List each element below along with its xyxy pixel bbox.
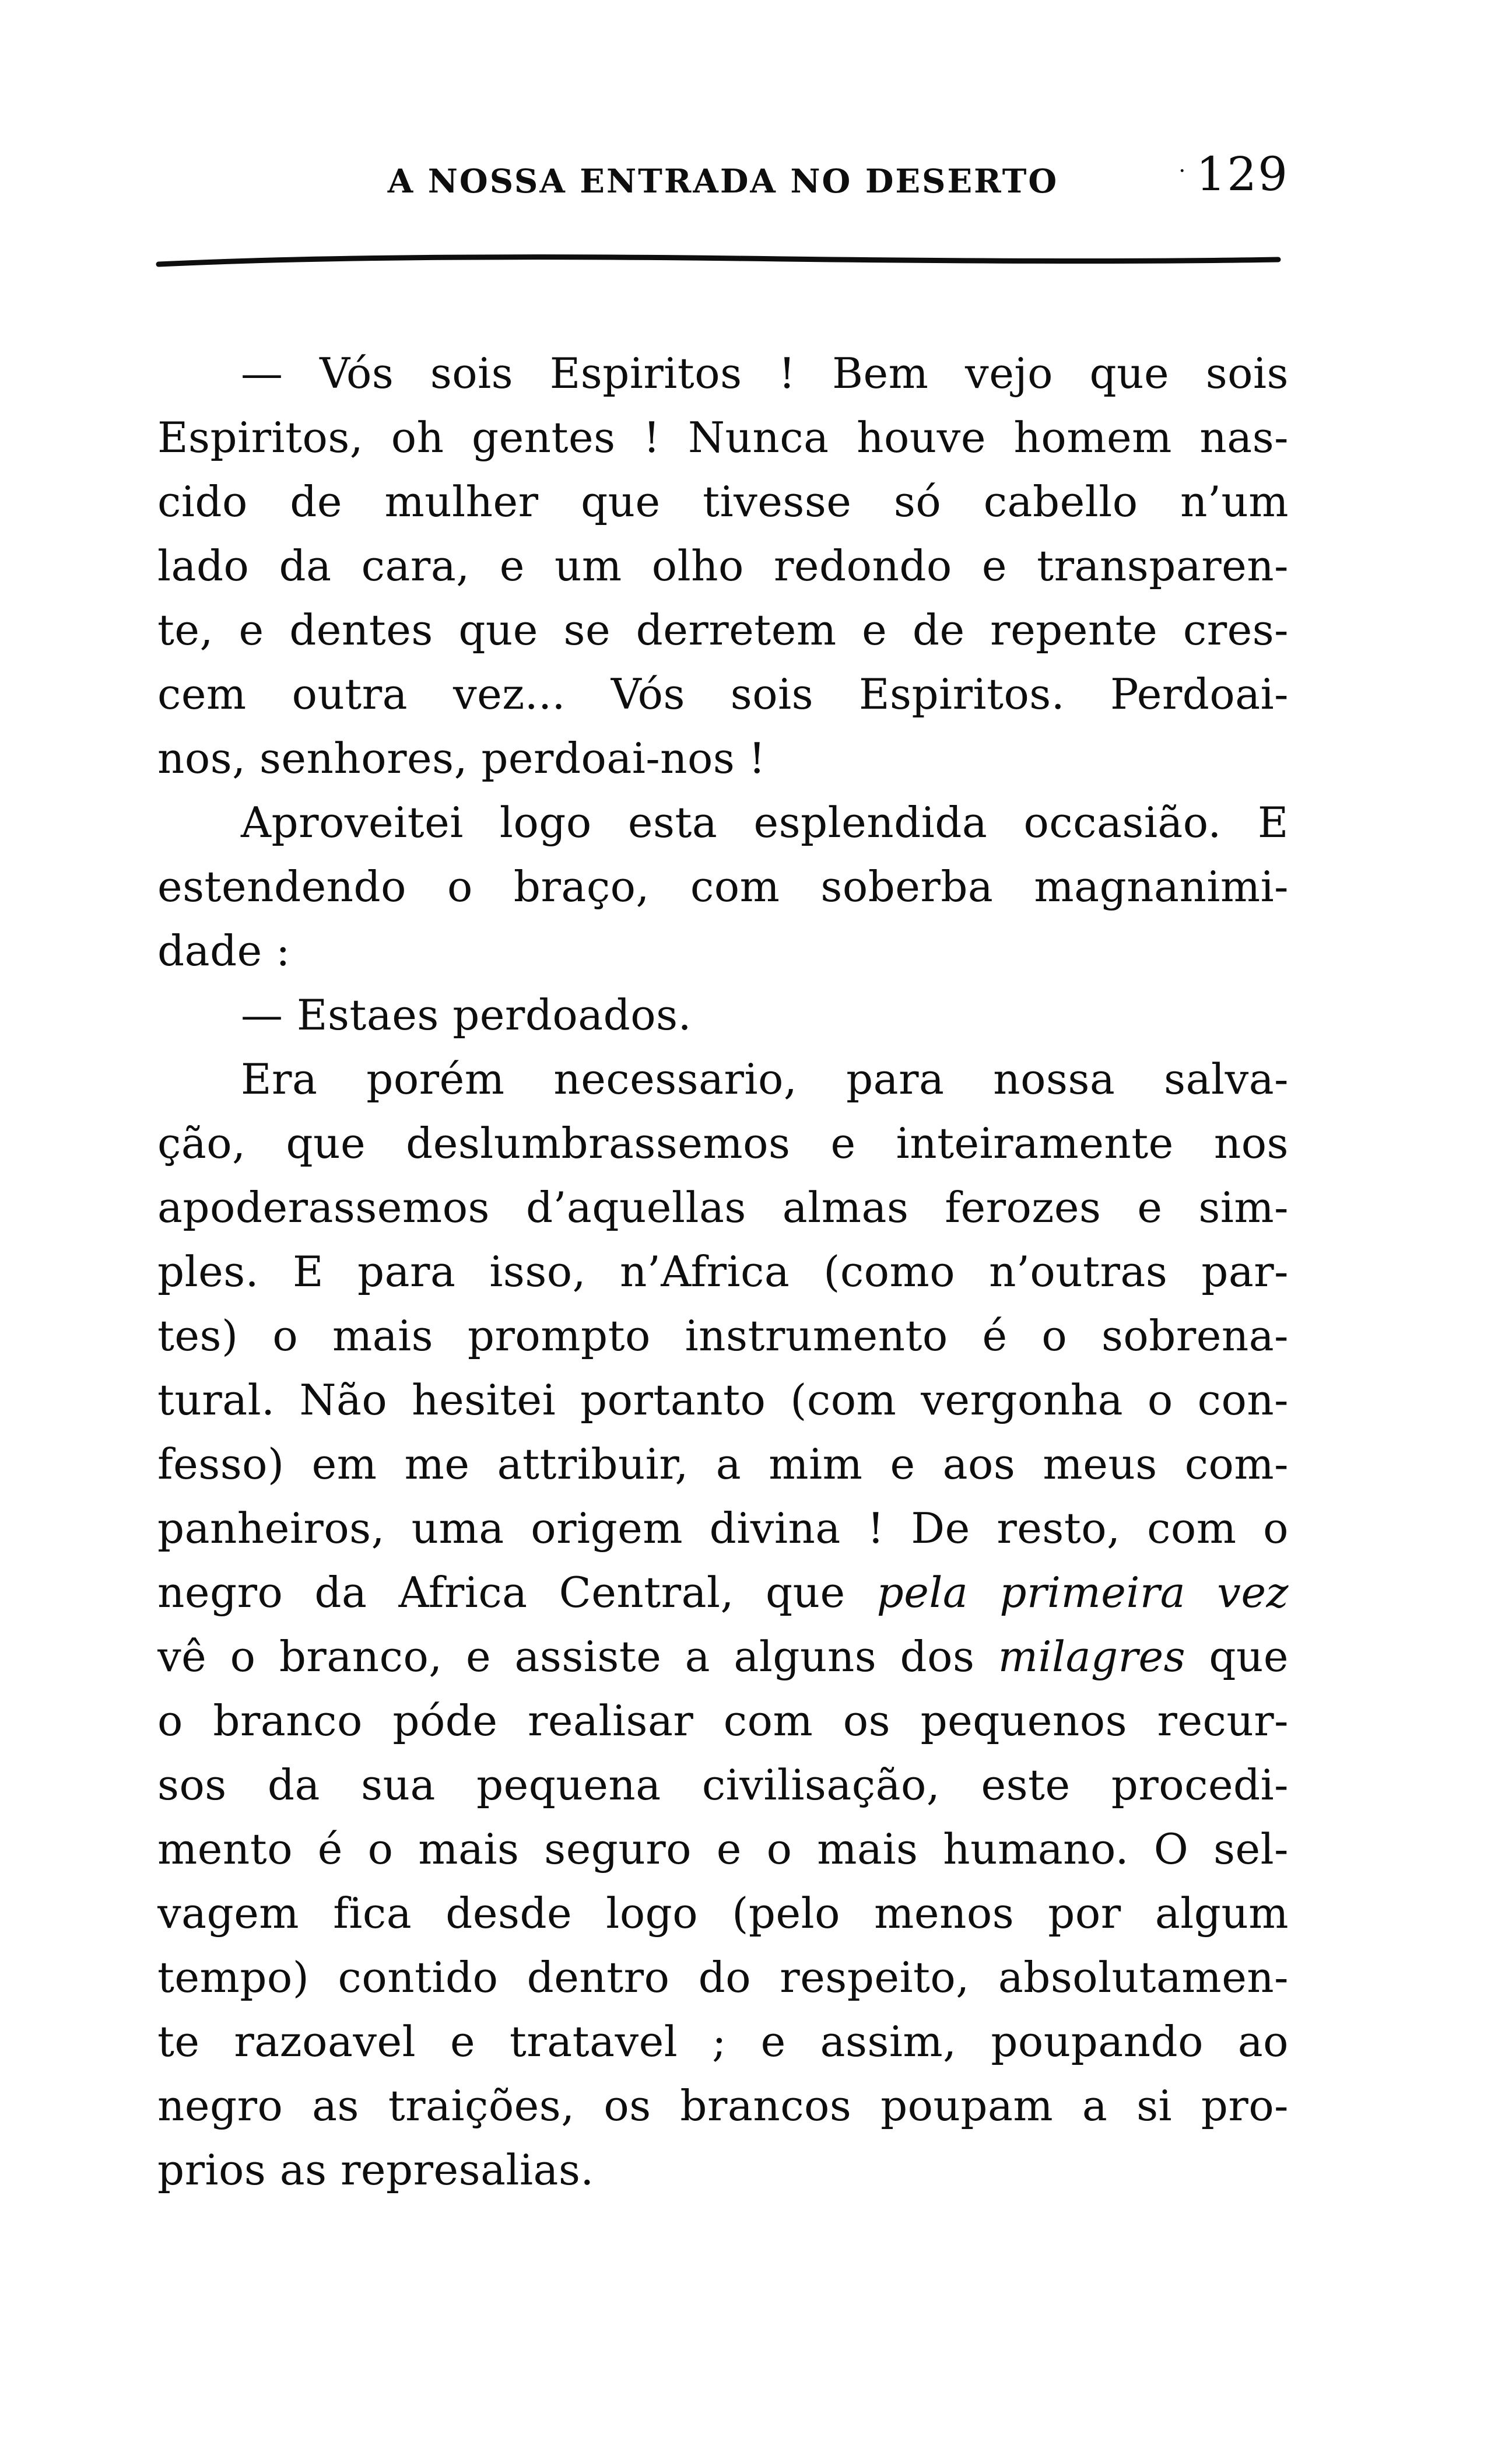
text-line bbox=[157, 534, 1289, 598]
text-segment: cem outra vez... Vós sois Espiritos. Perdoai- bbox=[157, 670, 1289, 719]
text-segment: estendendo o braço, com soberba magnanimi- bbox=[157, 862, 1289, 911]
text-line bbox=[157, 470, 1289, 534]
text-line bbox=[157, 2138, 1289, 2202]
text-line bbox=[157, 1111, 1289, 1175]
text-line bbox=[157, 2074, 1289, 2138]
text-line bbox=[157, 1239, 1289, 1304]
text-line bbox=[157, 1753, 1289, 1817]
text-segment: negro as traições, os brancos poupam a si pro- bbox=[157, 2081, 1289, 2130]
text-line bbox=[157, 1175, 1289, 1239]
text-segment: te razoavel e tratavel ; e assim, poupando ao bbox=[157, 2017, 1289, 2066]
text-line bbox=[157, 1368, 1289, 1432]
text-segment: vagem fica desde logo (pelo menos por algum bbox=[157, 1889, 1289, 1938]
text-segment: prios as represalias. bbox=[157, 2145, 594, 2194]
text-segment: tes) o mais prompto instrumento é o sobrena- bbox=[157, 1311, 1289, 1360]
text-segment: dade : bbox=[157, 926, 290, 975]
text-segment: o branco póde realisar com os pequenos recur- bbox=[157, 1696, 1289, 1745]
text-line bbox=[157, 919, 1289, 983]
text-line bbox=[157, 1047, 1289, 1111]
text-segment: que bbox=[1185, 1632, 1289, 1681]
text-line bbox=[157, 1817, 1289, 1881]
italic-phrase: milagres bbox=[998, 1632, 1186, 1681]
text-segment: cido de mulher que tivesse só cabello n’um bbox=[157, 477, 1289, 526]
page-number-value: 129 bbox=[1196, 147, 1289, 201]
text-segment: — Vós sois Espiritos ! Bem vejo que sois bbox=[241, 349, 1289, 398]
text-line bbox=[157, 341, 1289, 405]
text-segment: fesso) em me attribuir, a mim e aos meus com- bbox=[157, 1440, 1289, 1489]
text-segment: negro da Africa Central, que bbox=[157, 1568, 877, 1617]
text-segment: te, e dentes que se derretem e de repente cres- bbox=[157, 605, 1289, 654]
text-line bbox=[157, 1881, 1289, 1945]
text-line bbox=[157, 1624, 1289, 1689]
text-segment: vê o branco, e assiste a alguns dos bbox=[157, 1632, 998, 1681]
text-segment: ção, que deslumbrassemos e inteiramente nos bbox=[157, 1119, 1289, 1168]
text-segment: apoderassemos d’aquellas almas ferozes e sim- bbox=[157, 1183, 1289, 1232]
text-line bbox=[157, 1560, 1289, 1624]
text-segment: sos da sua pequena civilisação, este procedi- bbox=[157, 1760, 1289, 1809]
italic-phrase: pela primeira vez bbox=[876, 1568, 1289, 1617]
text-segment: tural. Não hesitei portanto (com vergonha o con- bbox=[157, 1375, 1289, 1424]
running-header bbox=[157, 147, 1289, 223]
page-body bbox=[157, 341, 1289, 2202]
page-number-dot: · bbox=[1178, 158, 1187, 184]
text-segment: — Estaes perdoados. bbox=[241, 990, 692, 1039]
text-line bbox=[157, 1945, 1289, 2009]
text-line bbox=[157, 726, 1289, 790]
text-line bbox=[157, 662, 1289, 726]
text-line bbox=[157, 983, 1289, 1047]
text-segment: ples. E para isso, n’Africa (como n’outras par- bbox=[157, 1247, 1289, 1296]
text-line bbox=[157, 1304, 1289, 1368]
text-segment: panheiros, uma origem divina ! De resto, com o bbox=[157, 1504, 1289, 1553]
text-line bbox=[157, 855, 1289, 919]
text-line bbox=[157, 2009, 1289, 2074]
text-line bbox=[157, 405, 1289, 470]
page-number bbox=[1178, 147, 1289, 201]
text-line bbox=[157, 1432, 1289, 1496]
text-segment: mento é o mais seguro e o mais humano. O sel- bbox=[157, 1825, 1289, 1874]
header-rule bbox=[155, 253, 1282, 269]
text-segment: tempo) contido dentro do respeito, absolutamen- bbox=[157, 1953, 1289, 2002]
text-segment: Espiritos, oh gentes ! Nunca houve homem nas- bbox=[157, 413, 1289, 462]
text-segment: Era porém necessario, para nossa salva- bbox=[241, 1055, 1289, 1104]
text-line bbox=[157, 1689, 1289, 1753]
text-segment: nos, senhores, perdoai-nos ! bbox=[157, 734, 766, 783]
text-line bbox=[157, 1496, 1289, 1560]
running-header-title: A NOSSA ENTRADA NO DESERTO bbox=[387, 162, 1059, 201]
text-line bbox=[157, 598, 1289, 662]
text-segment: lado da cara, e um olho redondo e transparen- bbox=[157, 541, 1289, 590]
text-line bbox=[157, 790, 1289, 855]
text-segment: Aproveitei logo esta esplendida occasião. E bbox=[241, 798, 1289, 847]
